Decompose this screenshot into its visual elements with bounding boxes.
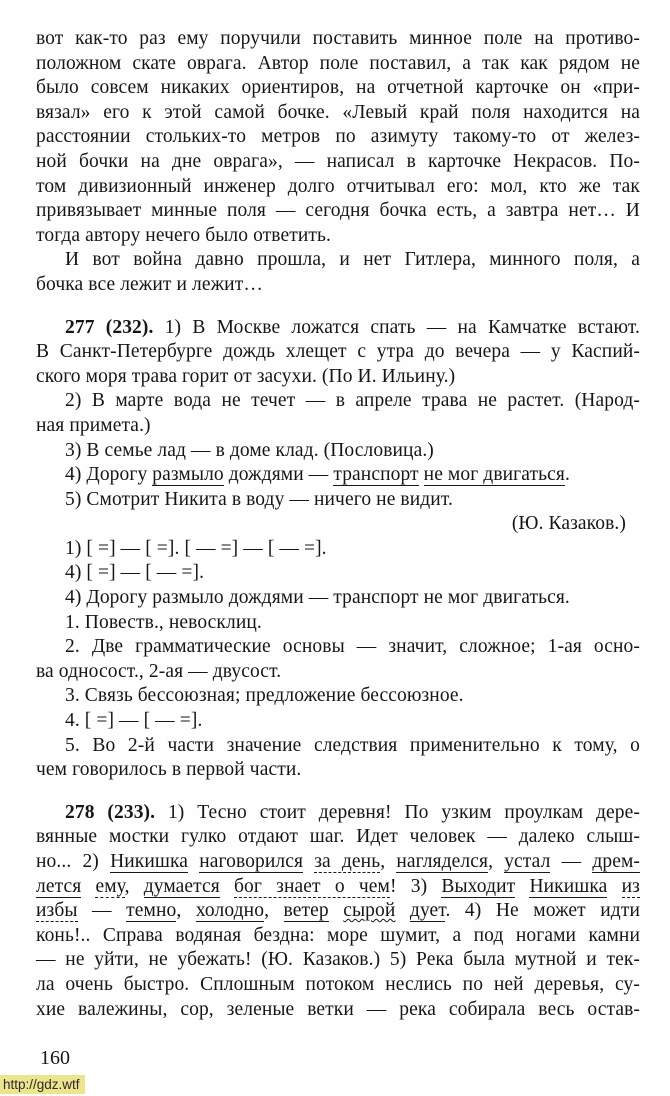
text-line xyxy=(36,224,640,249)
text-line xyxy=(36,801,640,826)
text-segment: дождями — xyxy=(223,464,334,486)
text-line xyxy=(36,439,640,464)
text-segment-d: из xyxy=(621,875,640,897)
text-line xyxy=(36,27,640,52)
text-segment: 4) Дорогу размыло дождями — транспорт не мог двигаться. xyxy=(65,587,570,609)
text-segment-w: сырой xyxy=(343,900,396,922)
text-segment: бочка все лежит и лежит… xyxy=(36,273,263,295)
text-line xyxy=(36,709,640,734)
text-line xyxy=(36,758,640,783)
text-segment-u: холодно xyxy=(195,900,265,922)
text-segment: — xyxy=(77,900,127,922)
text-line xyxy=(36,414,640,439)
text-segment-b: 278 (233). xyxy=(65,801,156,823)
text-line xyxy=(36,635,640,660)
schema-line-4 xyxy=(36,561,640,586)
analysis-item-2 xyxy=(36,635,640,684)
text-line xyxy=(36,512,626,537)
text-segment: хие валежины, сор, зеленые ветки — река собирала весь остав- xyxy=(36,998,640,1020)
text-segment-u: думается xyxy=(143,875,220,897)
page-number: 160 xyxy=(40,1047,70,1070)
text-segment: , xyxy=(124,875,144,897)
text-segment: ва односост., 2-ая — двусост. xyxy=(36,660,282,682)
text-segment: чем говорилось в первой части. xyxy=(36,759,302,781)
text-segment: . xyxy=(564,464,570,486)
text-segment: 5) Смотрит Никита в воду — ничего не видит. xyxy=(65,488,453,510)
text-segment: было совсем никаких ориентиров, на отчетной карточке он «при- xyxy=(36,77,640,99)
text-segment: 4. [ =] — [ — =]. xyxy=(65,710,203,732)
text-segment-d: ему xyxy=(95,875,125,897)
text-segment-u: не мог двигаться xyxy=(423,464,565,486)
text-segment xyxy=(607,876,621,897)
text-segment: ной бочки на дне оврага», — написал в карточке Некрасов. По- xyxy=(36,150,640,172)
text-segment: вянные мостки гулко отдают шаг. Идет человек — далеко слыш- xyxy=(36,826,640,848)
text-segment-u: размыло xyxy=(152,464,224,486)
text-segment-b: 277 (232). xyxy=(65,316,154,338)
exercise-277-sentence-4 xyxy=(36,463,640,488)
text-segment-u: устал xyxy=(504,851,551,872)
text-segment xyxy=(188,851,199,872)
text-line xyxy=(36,537,640,562)
page-text xyxy=(36,27,640,1022)
text-segment: 5. Во 2-й части значение следствия применительно к тому, о xyxy=(65,734,640,756)
text-line xyxy=(36,389,640,414)
text-segment: но... 2) xyxy=(36,851,111,872)
text-line xyxy=(36,488,640,513)
text-line xyxy=(36,76,640,101)
watermark-url: http://gdz.wtf xyxy=(0,1075,85,1094)
schema-line-1 xyxy=(36,537,640,562)
text-segment: , xyxy=(488,851,505,872)
text-segment: . 4) Не может идти xyxy=(445,900,640,922)
analysis-item-3 xyxy=(36,684,640,709)
text-segment: том дивизионный инженер долго отчитывал его: мол, кто же так xyxy=(36,175,640,197)
analysis-item-4 xyxy=(36,709,640,734)
text-segment: , xyxy=(264,900,284,922)
text-segment: тогда автору нечего было ответить. xyxy=(36,224,331,246)
text-line xyxy=(36,101,640,126)
text-segment-d: избы xyxy=(36,900,78,922)
text-line xyxy=(36,365,640,390)
text-segment: привязывает минные поля — сегодня бочка есть, а завтра нет… И xyxy=(36,200,640,222)
text-segment: 1) Тесно стоит деревня! По узким проулкам дере- xyxy=(155,801,640,823)
exercise-277-sentence-1 xyxy=(36,316,640,390)
text-line xyxy=(36,316,640,341)
text-line xyxy=(36,734,640,759)
text-segment xyxy=(515,876,529,897)
text-segment-d: бог знает о чем xyxy=(234,875,390,897)
exercise-277-sentence-3 xyxy=(36,439,640,464)
text-line xyxy=(36,973,640,998)
text-segment-u: Выходит xyxy=(441,875,516,897)
text-line xyxy=(36,998,640,1023)
text-segment: — не уйти, не убежать! (Ю. Казаков.) 5) Река была мутной и тек- xyxy=(36,949,640,971)
text-segment: — xyxy=(550,851,593,872)
text-segment-d: за день xyxy=(314,851,381,872)
text-segment: ла очень быстро. Сплошным потоком неслись по ней деревья, су- xyxy=(36,973,640,995)
analysis-item-1 xyxy=(36,611,640,636)
text-line xyxy=(36,875,640,900)
text-line xyxy=(36,340,640,365)
text-segment: вот как-то раз ему поручили поставить минное поле на противо- xyxy=(36,28,640,49)
text-line xyxy=(36,150,640,175)
text-line xyxy=(36,586,640,611)
text-segment-u: лется xyxy=(36,875,82,897)
text-segment: конь!.. Справа водяная бездна: море шумит, а под ногами камни xyxy=(36,924,640,946)
text-line xyxy=(36,561,640,586)
exercise-277-sentence-5 xyxy=(36,488,640,513)
text-line xyxy=(36,825,640,850)
text-segment-u: ветер xyxy=(283,900,329,922)
text-line xyxy=(36,924,640,949)
text-segment: , xyxy=(176,900,196,922)
text-segment-u: наговорился xyxy=(199,851,304,872)
text-segment-u: Никишка xyxy=(529,875,608,897)
text-line xyxy=(36,199,640,224)
text-segment xyxy=(303,851,314,872)
text-segment: ная примета.) xyxy=(36,414,151,436)
text-line xyxy=(36,175,640,200)
text-segment-u: дрем- xyxy=(592,851,640,872)
exercise-277-sentence-2 xyxy=(36,389,640,438)
text-line xyxy=(36,273,640,298)
text-line xyxy=(36,52,640,77)
text-segment xyxy=(220,876,234,897)
text-segment: (Ю. Казаков.) xyxy=(511,513,626,535)
text-line xyxy=(36,125,640,150)
text-line xyxy=(36,248,640,273)
text-segment-u: нагляделся xyxy=(396,851,489,872)
text-line xyxy=(36,948,640,973)
text-segment xyxy=(395,900,410,921)
text-segment-u: темно xyxy=(126,900,177,922)
text-segment: 1) [ =] — [ =]. [ — =] — [ — =]. xyxy=(65,537,327,559)
text-segment-u: Никишка xyxy=(110,851,189,872)
analysis-item-5 xyxy=(36,734,640,783)
text-line xyxy=(36,611,640,636)
exercise-278-paragraph xyxy=(36,801,640,1022)
text-line xyxy=(36,899,640,924)
text-line xyxy=(36,684,640,709)
text-segment: 1. Повеств., невосклиц. xyxy=(65,611,262,633)
text-segment: И вот война давно прошла, и нет Гитлера, минного поля, а xyxy=(65,249,640,271)
story-final-paragraph xyxy=(36,248,640,297)
text-segment: 3. Связь бессоюзная; предложение бессоюзное. xyxy=(65,685,464,707)
text-segment: 4) [ =] — [ — =]. xyxy=(65,562,205,584)
text-segment: 2. Две грамматические основы — значит, сложное; 1-ая осно- xyxy=(65,636,640,658)
text-segment xyxy=(329,900,344,921)
text-segment: В Санкт-Петербурге дождь хлещет с утра до вечера — у Каспий- xyxy=(36,341,640,363)
text-segment: вязал» его к этой самой бочке. «Левый край поля находится на xyxy=(36,101,640,123)
text-segment-u: дует xyxy=(409,900,446,922)
text-line xyxy=(36,850,640,875)
text-line xyxy=(36,463,640,488)
text-segment: положном скате оврага. Автор поле поставил, а так как рядом не xyxy=(36,52,640,74)
text-segment: 2) В марте вода не течет — в апреле трава не растет. (Народ- xyxy=(65,390,640,412)
text-segment xyxy=(81,876,95,897)
author-attribution xyxy=(36,512,640,537)
text-segment: 1) В Москве ложатся спать — на Камчатке встают. xyxy=(153,316,640,338)
text-segment-u: транспорт xyxy=(333,464,419,486)
text-segment: расстоянии стольких-то метров по азимуту такому-то от желез- xyxy=(36,126,640,148)
text-line xyxy=(36,660,640,685)
text-segment: 3) В семье лад — в доме клад. (Пословица.) xyxy=(65,439,434,461)
parsed-sentence-repeat xyxy=(36,586,640,611)
text-segment: ского моря трава горит от засухи. (По И. Ильину.) xyxy=(36,365,456,387)
text-segment: 4) Дорогу xyxy=(65,464,153,486)
text-segment: , xyxy=(380,851,397,872)
story-continuation-paragraph xyxy=(36,27,640,248)
text-segment: ! 3) xyxy=(389,875,442,897)
text-segment xyxy=(419,464,424,485)
